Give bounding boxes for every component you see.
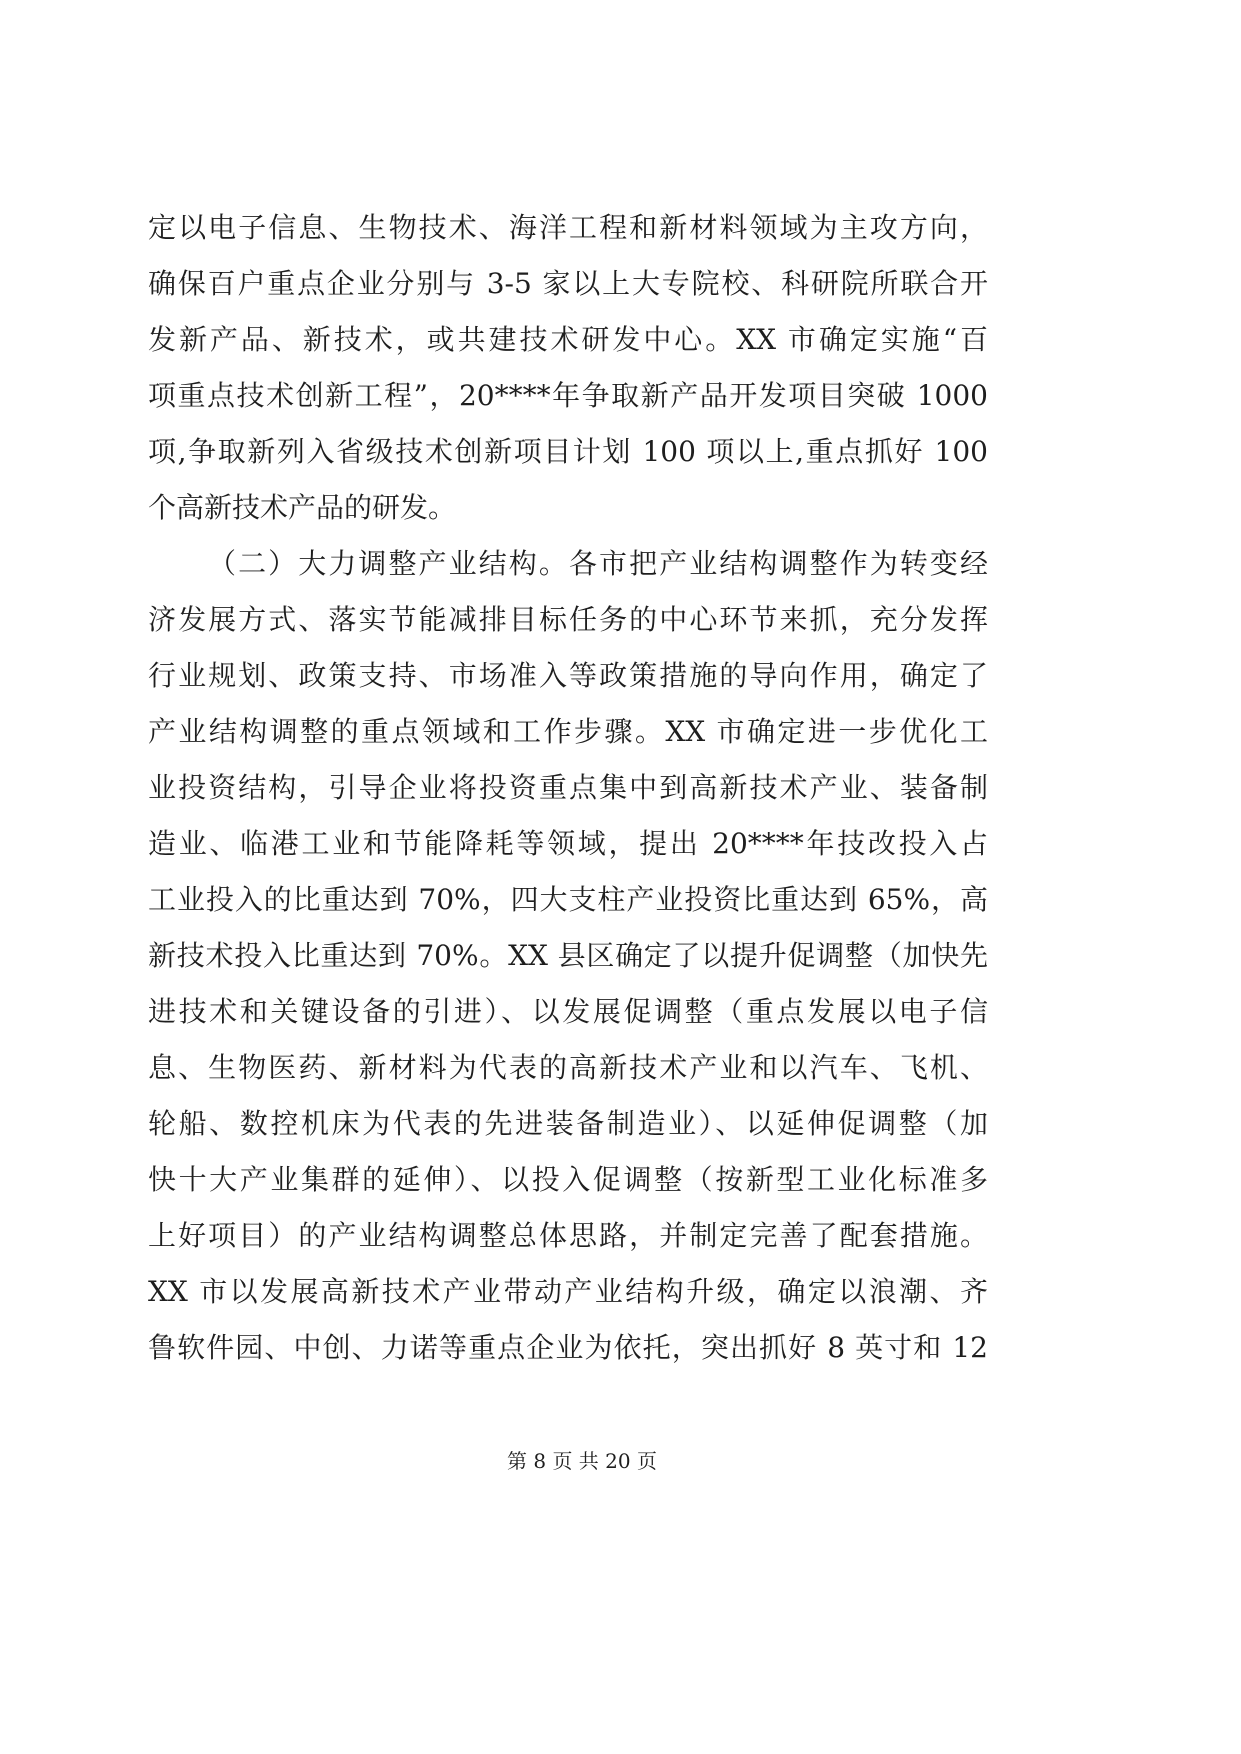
text-line: 进技术和关键设备的引进）、以发展促调整（重点发展以电子信 (148, 995, 988, 1028)
text-line: 轮船、数控机床为代表的先进装备制造业）、以延伸促调整（加 (148, 1107, 988, 1140)
text-line: 业投资结构，引导企业将投资重点集中到高新技术产业、装备制 (148, 771, 988, 804)
text-line: 济发展方式、落实节能减排目标任务的中心环节来抓，充分发挥 (148, 603, 988, 636)
text-line: 行业规划、政策支持、市场准入等政策措施的导向作用，确定了 (148, 659, 988, 692)
text-line: 产业结构调整的重点领域和工作步骤。XX 市确定进一步优化工 (148, 715, 988, 748)
text-line: 确保百户重点企业分别与 3-5 家以上大专院校、科研院所联合开 (148, 267, 988, 300)
text-line: 个高新技术产品的研发。 (148, 491, 457, 524)
text-line: 定以电子信息、生物技术、海洋工程和新材料领域为主攻方向， (148, 211, 988, 244)
section-heading-line: （二）大力调整产业结构。各市把产业结构调整作为转变经 (208, 547, 988, 580)
text-line: 新技术投入比重达到 70%。XX 县区确定了以提升促调整（加快先 (148, 939, 988, 972)
text-line: 息、生物医药、新材料为代表的高新技术产业和以汽车、飞机、 (148, 1051, 988, 1084)
paragraph-continuation (148, 200, 988, 536)
text-line: 项,争取新列入省级技术创新项目计划 100 项以上,重点抓好 100 (148, 435, 988, 468)
text-line: 项重点技术创新工程”，20****年争取新产品开发项目突破 1000 (148, 379, 988, 412)
paragraph-industrial-structure (148, 536, 988, 1376)
text-line: 鲁软件园、中创、力诺等重点企业为依托，突出抓好 8 英寸和 12 (148, 1331, 988, 1364)
text-line: 造业、临港工业和节能降耗等领域，提出 20****年技改投入占 (148, 827, 988, 860)
page-number-footer: 第 8 页 共 20 页 (507, 1449, 657, 1473)
text-line: 工业投入的比重达到 70%，四大支柱产业投资比重达到 65%，高 (148, 883, 988, 916)
text-line: XX 市以发展高新技术产业带动产业结构升级，确定以浪潮、齐 (148, 1275, 988, 1308)
text-line: 发新产品、新技术，或共建技术研发中心。XX 市确定实施“百 (148, 323, 988, 356)
text-line: 快十大产业集群的延伸）、以投入促调整（按新型工业化标准多 (148, 1163, 988, 1196)
document-body (148, 200, 988, 1376)
text-line: 上好项目）的产业结构调整总体思路，并制定完善了配套措施。 (148, 1219, 988, 1252)
